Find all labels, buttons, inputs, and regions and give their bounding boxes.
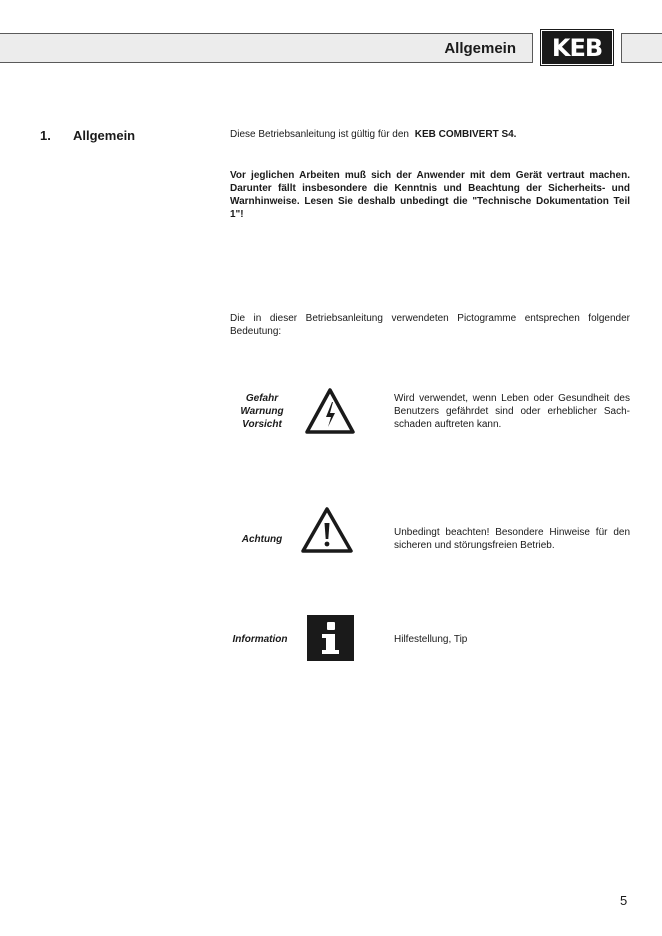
pictogram-desc-info: Hilfestellung, Tip — [394, 634, 468, 645]
validity-statement — [230, 128, 630, 141]
label-gefahr: Gefahr — [245, 393, 279, 404]
pictogram-desc-attention: Unbedingt beachten! Besondere Hinweise für den sicheren und störungsfreien Betrieb. — [394, 527, 630, 551]
header-title: Allgemein — [444, 40, 516, 57]
pictogram-desc-danger: Wird verwendet, wenn Leben oder Gesundheit des Benutzers gefährdet sind oder erheblicher Sach-schaden auftreten kann. — [394, 393, 630, 430]
label-warnung: Warnung — [240, 406, 284, 417]
validity-text: Diese Betriebsanleitung ist gültig für den — [230, 129, 409, 140]
logo-text: KEB — [551, 33, 603, 62]
header-bar-end — [621, 33, 662, 63]
safety-notice: Vor jeglichen Arbeiten muß sich der Anwender mit dem Gerät vertraut machen. Darunter fällt insbesondere die Kenntnis und Beachtung der Sicherheits- und Warnhinweise. Lesen Sie deshalb unbedingt die "Technische Dokumentation Teil 1"! — [230, 170, 630, 220]
pictogram-label-attention — [226, 533, 298, 546]
section-number: 1. — [40, 128, 51, 143]
label-achtung: Achtung — [241, 534, 283, 545]
product-name: KEB COMBIVERT S4. — [414, 129, 517, 140]
page-number: 5 — [620, 893, 628, 908]
keb-logo — [542, 31, 612, 64]
header-bar — [0, 33, 533, 63]
section-title: Allgemein — [73, 128, 136, 143]
label-information: Information — [232, 634, 288, 645]
exclamation-warning-icon — [300, 506, 354, 554]
pictogram-intro: Die in dieser Betriebsanleitung verwendeten Pictogramme entsprechen folgender Bedeutung: — [230, 313, 630, 337]
pictogram-label-danger — [226, 392, 298, 431]
lightning-warning-icon — [304, 387, 356, 435]
pictogram-label-info — [224, 633, 296, 646]
info-icon — [307, 615, 354, 661]
label-vorsicht: Vorsicht — [242, 419, 282, 430]
